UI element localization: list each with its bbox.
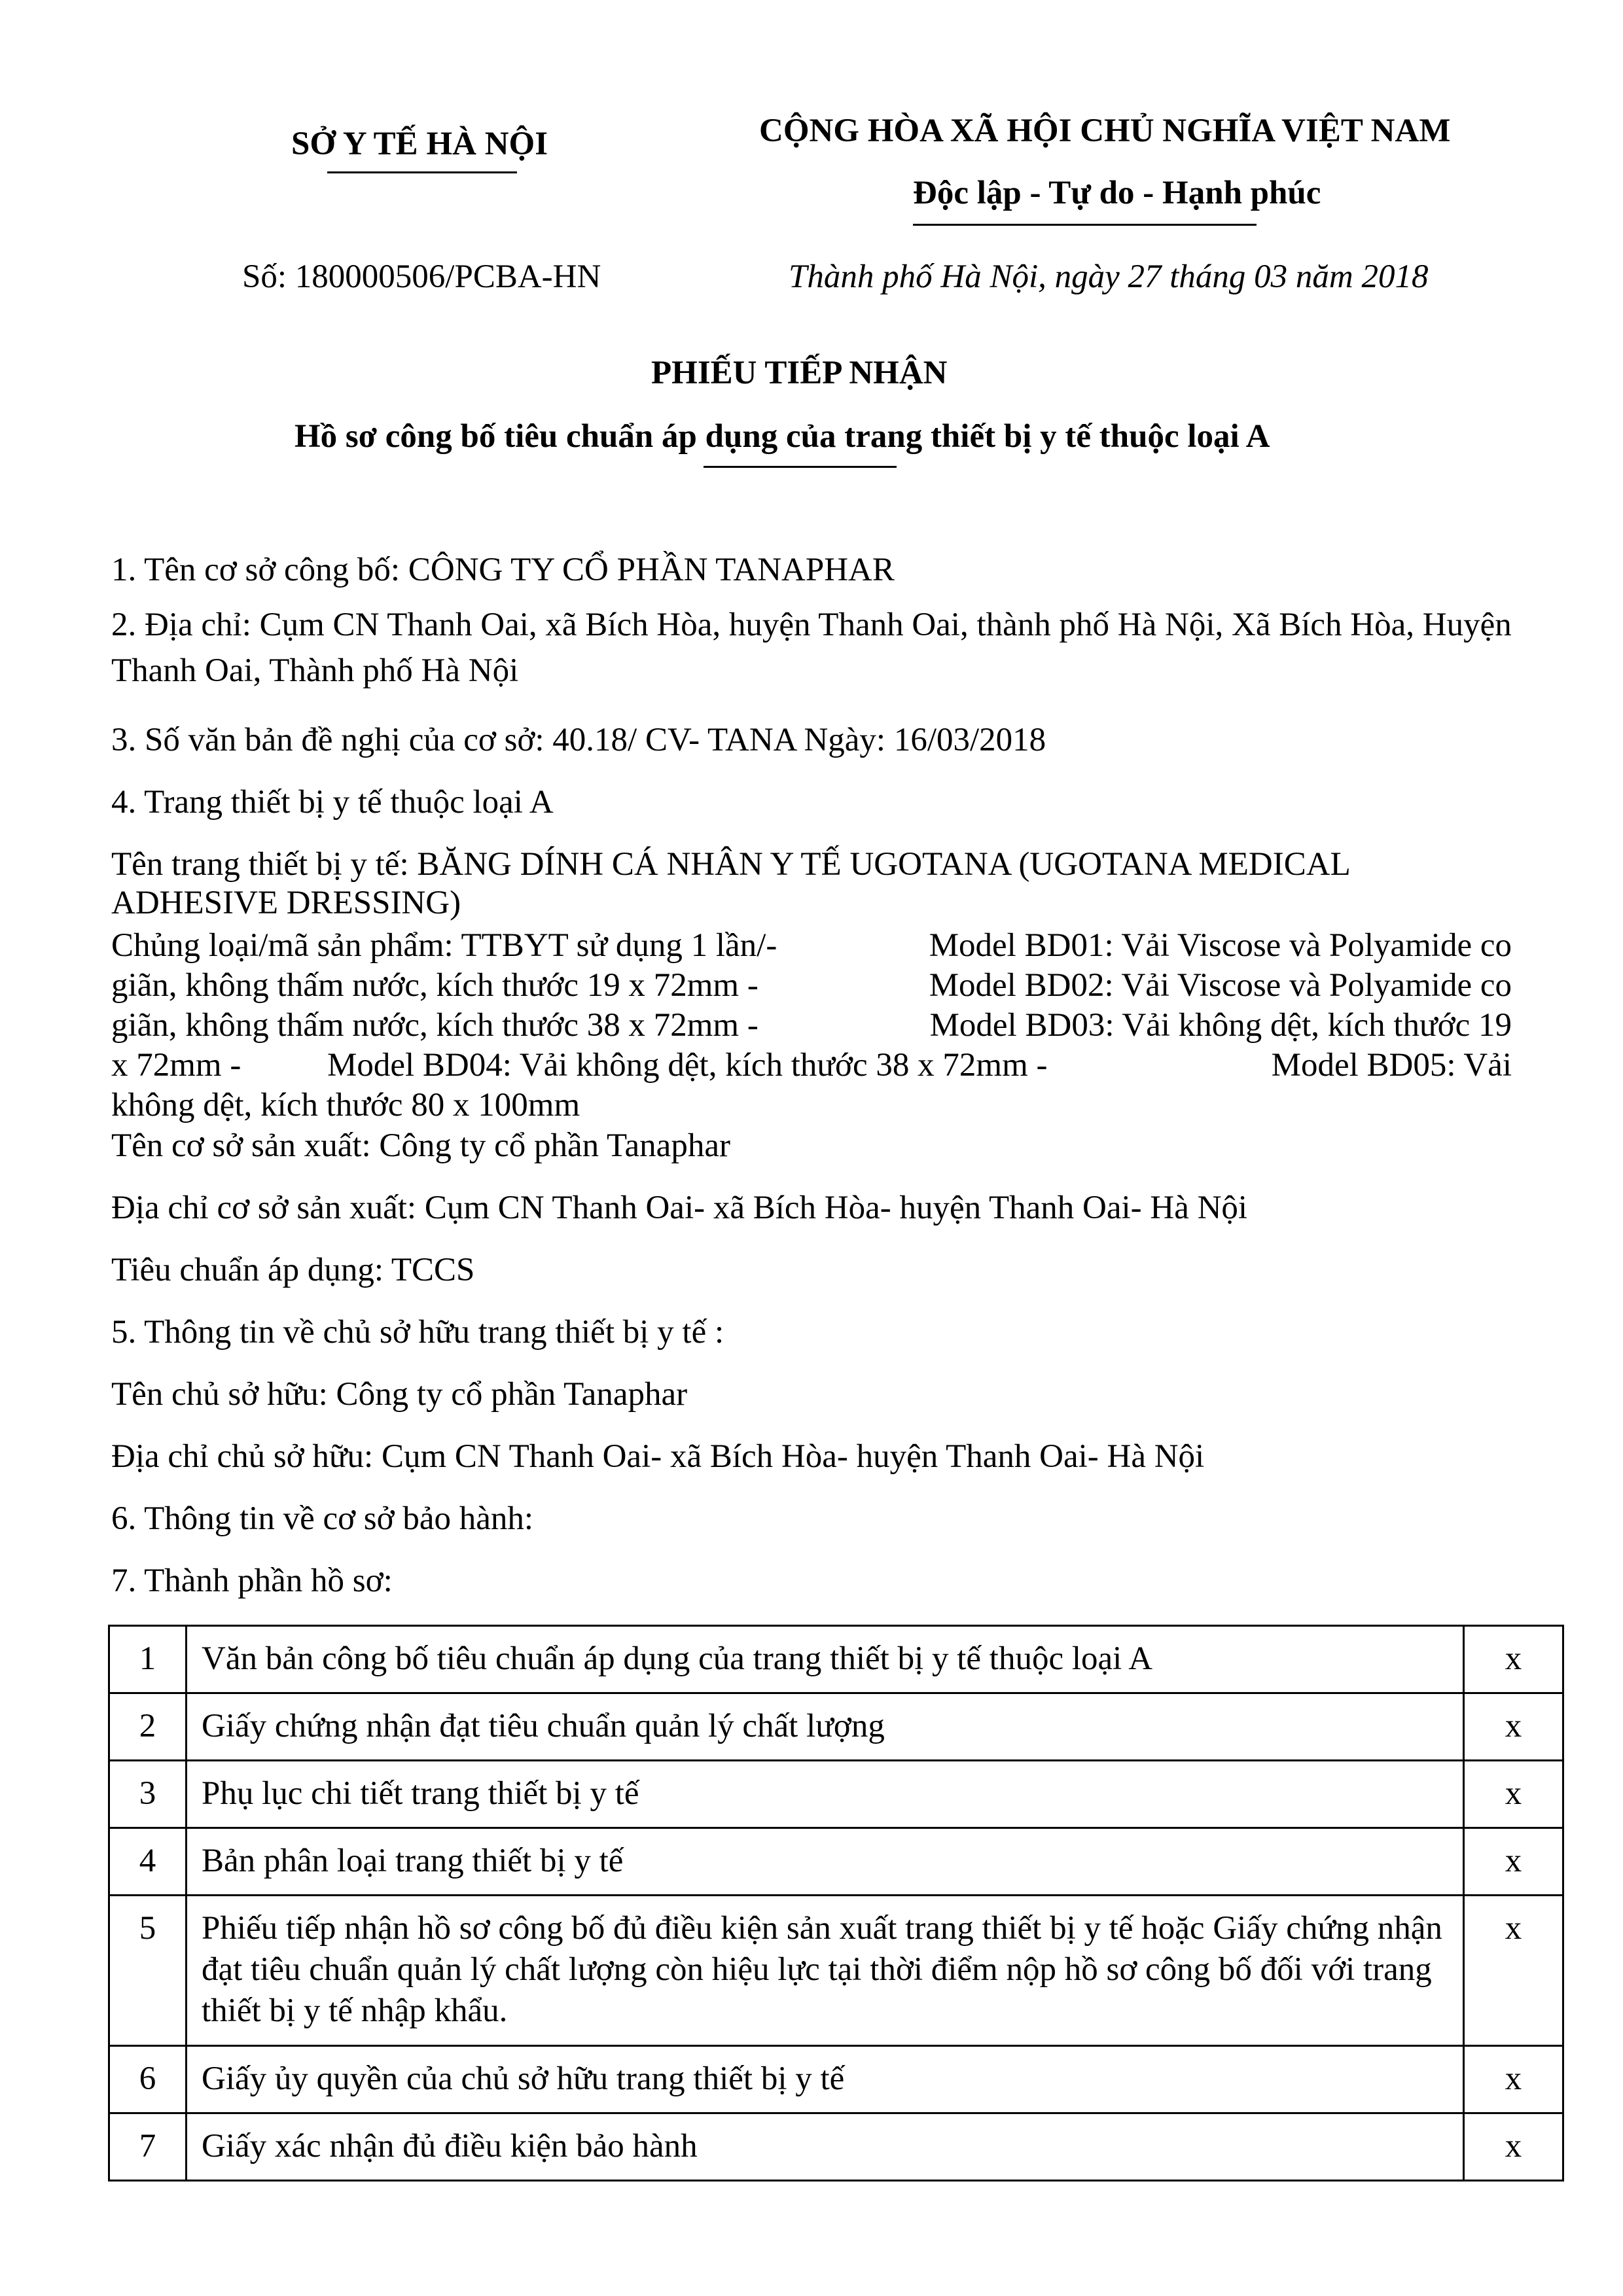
dossier-table	[108, 1625, 1564, 2181]
row-number: 7	[109, 2113, 187, 2181]
manufacturer-address: Địa chỉ cơ sở sản xuất: Cụm CN Thanh Oai- xã Bích Hòa- huyện Thanh Oai- Hà Nội	[111, 1190, 1248, 1226]
row-check-mark: x	[1464, 2113, 1563, 2181]
agency-underline	[327, 171, 517, 173]
category-line-3b: Model BD03: Vải không dệt, kích thước 19	[929, 1007, 1512, 1044]
table-row	[109, 2113, 1563, 2181]
row-description: Giấy chứng nhận đạt tiêu chuẩn quản lý chất lượng	[187, 1693, 1464, 1761]
row-number: 2	[109, 1693, 187, 1761]
row-check-mark: x	[1464, 1896, 1563, 2046]
item-6-warranty-info: 6. Thông tin về cơ sở bảo hành:	[111, 1500, 534, 1537]
row-description: Giấy ủy quyền của chủ sở hữu trang thiết bị y tế	[187, 2046, 1464, 2113]
country-name: CỘNG HÒA XÃ HỘI CHỦ NGHĨA VIỆT NAM	[759, 113, 1451, 149]
motto-underline	[913, 224, 1257, 226]
row-description: Phiếu tiếp nhận hồ sơ công bố đủ điều kiện sản xuất trang thiết bị y tế hoặc Giấy chứng nhận đạt tiêu chuẩn quản lý chất lượng còn hiệu lực tại thời điểm nộp hồ sơ công bố đối với trang thiết bị y tế nhập khẩu.	[187, 1896, 1464, 2046]
row-number: 1	[109, 1626, 187, 1693]
row-description: Giấy xác nhận đủ điều kiện bảo hành	[187, 2113, 1464, 2181]
item-5-owner-info: 5. Thông tin về chủ sở hữu trang thiết bị y tế :	[111, 1314, 724, 1351]
item-7-dossier-components: 7. Thành phần hồ sơ:	[111, 1563, 393, 1599]
row-description: Văn bản công bố tiêu chuẩn áp dụng của trang thiết bị y tế thuộc loại A	[187, 1626, 1464, 1693]
table-row	[109, 1828, 1563, 1896]
table-row	[109, 1896, 1563, 2046]
row-number: 4	[109, 1828, 187, 1896]
owner-name: Tên chủ sở hữu: Công ty cổ phần Tanaphar	[111, 1376, 688, 1413]
category-line-2b: Model BD02: Vải Viscose và Polyamide co	[929, 967, 1512, 1004]
applied-standard: Tiêu chuẩn áp dụng: TCCS	[111, 1252, 475, 1288]
row-number: 3	[109, 1761, 187, 1828]
row-description: Bản phân loại trang thiết bị y tế	[187, 1828, 1464, 1896]
item-3-request-number: 3. Số văn bản đề nghị của cơ sở: 40.18/ CV- TANA Ngày: 16/03/2018	[111, 722, 1046, 758]
row-check-mark: x	[1464, 1626, 1563, 1693]
document-title: PHIẾU TIẾP NHẬN	[651, 355, 948, 391]
category-line-2a: giãn, không thấm nước, kích thước 19 x 72mm -	[111, 967, 758, 1004]
motto: Độc lập - Tự do - Hạnh phúc	[913, 175, 1321, 211]
item-2-address: 2. Địa chỉ: Cụm CN Thanh Oai, xã Bích Hòa, huyện Thanh Oai, thành phố Hà Nội, Xã Bích Hòa, Huyện Thanh Oai, Thành phố Hà Nội	[111, 607, 1512, 689]
row-check-mark: x	[1464, 1828, 1563, 1896]
subtitle-underline	[704, 466, 897, 468]
device-name: Tên trang thiết bị y tế: BĂNG DÍNH CÁ NHÂN Y TẾ UGOTANA (UGOTANA MEDICAL ADHESIVE DRESSING)	[111, 846, 1349, 921]
manufacturer-name: Tên cơ sở sản xuất: Công ty cổ phần Tanaphar	[111, 1127, 730, 1164]
document-number: Số: 180000506/PCBA-HN	[242, 258, 601, 295]
row-check-mark: x	[1464, 1693, 1563, 1761]
agency-name: SỞ Y TẾ HÀ NỘI	[291, 126, 548, 162]
document-subtitle: Hồ sơ công bố tiêu chuẩn áp dụng của trang thiết bị y tế thuộc loại A	[294, 418, 1270, 455]
category-line-5: không dệt, kích thước 80 x 100mm	[111, 1087, 580, 1123]
category-line-4b: Model BD04: Vải không dệt, kích thước 38 x 72mm -	[327, 1047, 1048, 1084]
item-4-device-class: 4. Trang thiết bị y tế thuộc loại A	[111, 784, 554, 821]
category-line-4a: x 72mm -	[111, 1047, 241, 1084]
place-date: Thành phố Hà Nội, ngày 27 tháng 03 năm 2018	[789, 258, 1429, 295]
table-row	[109, 1626, 1563, 1693]
row-check-mark: x	[1464, 2046, 1563, 2113]
category-line-3a: giãn, không thấm nước, kích thước 38 x 72mm -	[111, 1007, 758, 1044]
row-number: 6	[109, 2046, 187, 2113]
row-description: Phụ lục chi tiết trang thiết bị y tế	[187, 1761, 1464, 1828]
category-line-1a: Chủng loại/mã sản phẩm: TTBYT sử dụng 1 lần/-	[111, 927, 777, 964]
table-row	[109, 2046, 1563, 2113]
category-line-4c: Model BD05: Vải	[1271, 1047, 1512, 1084]
item-1-facility: 1. Tên cơ sở công bố: CÔNG TY CỔ PHẦN TANAPHAR	[111, 552, 895, 588]
owner-address: Địa chỉ chủ sở hữu: Cụm CN Thanh Oai- xã Bích Hòa- huyện Thanh Oai- Hà Nội	[111, 1438, 1205, 1475]
row-check-mark: x	[1464, 1761, 1563, 1828]
table-row	[109, 1761, 1563, 1828]
row-number: 5	[109, 1896, 187, 2046]
table-row	[109, 1693, 1563, 1761]
category-line-1b: Model BD01: Vải Viscose và Polyamide co	[929, 927, 1512, 964]
